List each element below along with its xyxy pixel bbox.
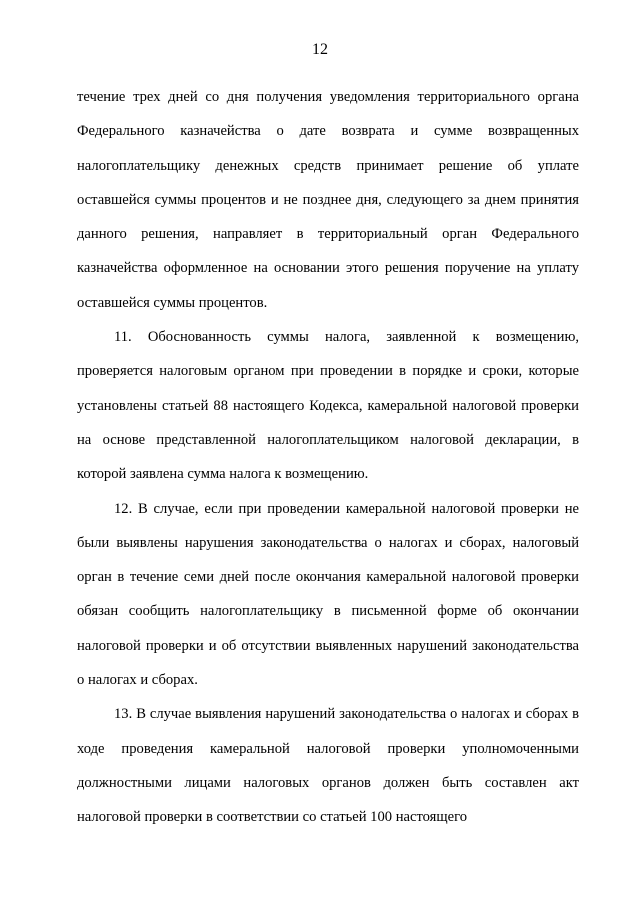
paragraph-item-13: 13. В случае выявления нарушений законодательства о налогах и сборах в ходе проведения камеральной налоговой проверки уполномоченными должностными лицами налоговых органов должен быть составлен акт налоговой проверки в соответствии со статьей 100 настоящего [77,706,579,826]
paragraph-continuation: течение трех дней со дня получения уведомления территориального органа Федерального казначейства о дате возврата и сумме возвращенных налогоплательщику денежных средств принимает решение об уплате оставшейся суммы процентов и не позднее дня, следующего за днем принятия данного решения, направляет в территориальный орган Федерального казначейства оформленное на основании этого решения поручение на уплату оставшейся суммы процентов. [77,89,579,311]
body-text [77,80,579,835]
paragraph-item-11: 11. Обоснованность суммы налога, заявленной к возмещению, проверяется налоговым органом при проведении в порядке и сроки, которые установлены статьей 88 настоящего Кодекса, камеральной налоговой проверки на основе представленной налогоплательщиком налоговой декларации, в которой заявлена сумма налога к возмещению. [77,329,579,483]
page-number: 12 [312,41,328,58]
paragraph-item-12: 12. В случае, если при проведении камеральной налоговой проверки не были выявлены нарушения законодательства о налогах и сборах, налоговый орган в течение семи дней после окончания камеральной налоговой проверки обязан сообщить налогоплательщику в письменной форме об окончании налоговой проверки и об отсутствии выявленных нарушений законодательства о налогах и сборах. [77,500,579,689]
